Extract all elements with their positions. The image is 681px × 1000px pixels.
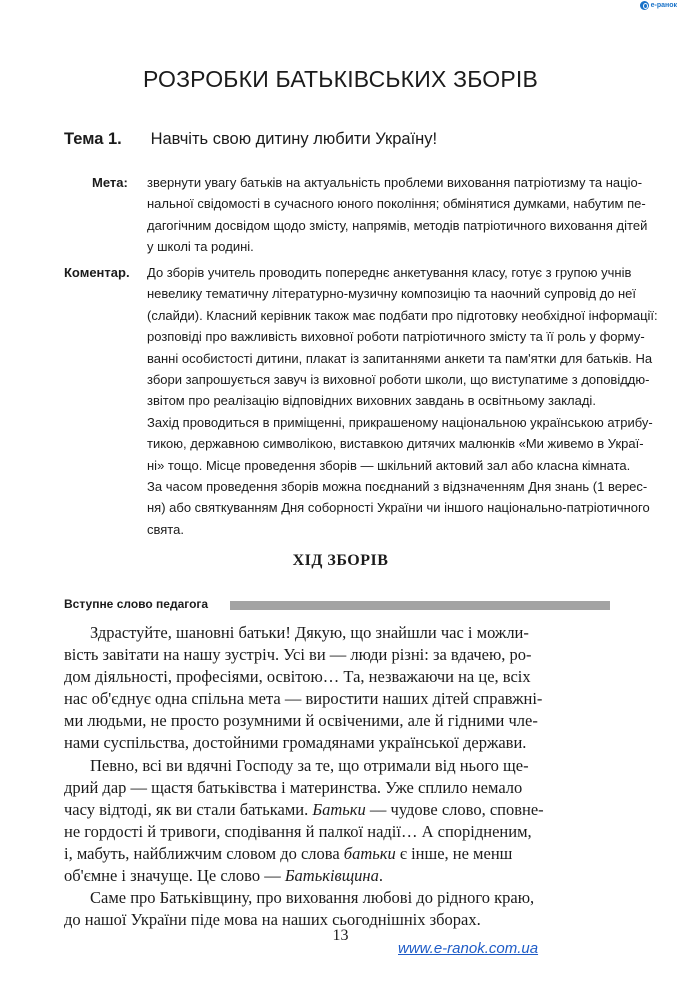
text-line: до нашої України піде мова на наших сьогоднішніх зборах.: [64, 910, 481, 930]
text-line: вість завітати на нашу зустріч. Усі ви — люди різні: за вдачею, ро-: [64, 645, 532, 665]
comment-line: звітом про реалізацію відповідних виховних завдань в освітньому закладі.: [147, 393, 596, 409]
comment-line: ня) або святкуванням Дня соборності України чи іншого національно-патріотичного: [147, 500, 650, 516]
comment-line: тикою, державною символікою, виставкою дитячих малюнків «Ми живемо в Украї-: [147, 436, 644, 452]
website-link[interactable]: www.e-ranok.com.ua: [398, 940, 539, 957]
text-line: Здрастуйте, шановні батьки! Дякую, що знайшли час і можли-: [90, 623, 529, 642]
text-line: нами суспільства, достойними громадянами української держави.: [64, 733, 527, 753]
text-line: дрий дар — щастя батьківства і материнства. Уже сплило немало: [64, 777, 523, 797]
text-line: Певно, всі ви вдячні Господу за те, що отримали від нього ще-: [90, 755, 529, 775]
comment-line: Захід проводиться в приміщенні, прикрашеному національною українською атрибу-: [147, 414, 653, 430]
section-heading: ХІД ЗБОРІВ: [292, 552, 389, 569]
text-line: ми людьми, не просто розумними й освіченими, але й гідними чле-: [64, 711, 538, 731]
comment-line: За часом проведення зборів можна поєднаний з відзначенням Дня знань (1 верес-: [147, 479, 648, 495]
page-number: 13: [332, 927, 349, 944]
text-line: нас об'єднує одна спільна мета — виростити наших дітей справжні-: [64, 689, 543, 709]
publisher-logo: [640, 1, 677, 10]
goal-line: нальної свідомості в сучасного юного покоління; обмінятися думками, набутим пе-: [147, 196, 646, 212]
text-line: і, мабуть, найближчим словом до слова батьки є інше, не менш: [64, 843, 513, 863]
logo-icon: [640, 1, 649, 10]
comment-line: збори запрошується завуч із виховної роботи школи, що виступатиме з доповіддю-: [147, 372, 650, 388]
comment-line: свята.: [147, 521, 184, 537]
text-line: часу відтоді, як ви стали батьками. Батьки — чудове слово, сповне-: [64, 799, 544, 819]
text-line: дом діяльності, професіями, освітою… Та, незважаючи на це, всіх: [64, 667, 531, 687]
comment-label: Коментар.: [64, 265, 130, 280]
comment-line: До зборів учитель проводить попереднє анкетування класу, готує з групою учнів: [147, 265, 632, 280]
page-title: РОЗРОБКИ БАТЬКІВСЬКИХ ЗБОРІВ: [142, 66, 539, 92]
theme-label: Тема 1.: [64, 130, 122, 148]
goal-line: звернути увагу батьків на актуальність проблеми виховання патріотизму та націо-: [147, 175, 643, 190]
comment-line: ванні особистості дитини, плакат із запитаннями анкети та пам'ятки для батьків. На: [147, 350, 653, 366]
subheading-rule: [230, 601, 610, 610]
theme-line: [64, 130, 624, 149]
text-line: Саме про Батьківщину, про виховання любові до рідного краю,: [90, 888, 535, 908]
theme-text: Навчіть свою дитину любити Україну!: [150, 130, 438, 148]
goal-line: у школі та родині.: [147, 239, 254, 255]
speech-text: [64, 622, 610, 931]
goal-label: Мета:: [92, 175, 128, 190]
comment-line: розповіді про важливість виховної роботи патріотичного змісту та її роль у форму-: [147, 329, 645, 345]
comment-line: ні» тощо. Місце проведення зборів — шкільний актовий зал або класна кімната.: [147, 457, 631, 473]
text-line: не гордості й тривоги, сподівання й палкої надії… А спорідненим,: [64, 821, 532, 841]
comment-line: (слайди). Класний керівник також має подбати про підготовку необхідної інформації:: [147, 307, 658, 323]
text-line: об'ємне і значуще. Це слово — Батьківщина.: [64, 866, 383, 886]
comment-line: невелику тематичну літературно-музичну композицію та наочний супровід до неї: [147, 286, 637, 302]
logo-text: e-ранок: [650, 2, 677, 9]
subheading: Вступне слово педагога: [64, 597, 209, 611]
goal-line: дагогічним досвідом щодо змісту, напрямів, методів патріотичного виховання дітей: [147, 217, 648, 233]
